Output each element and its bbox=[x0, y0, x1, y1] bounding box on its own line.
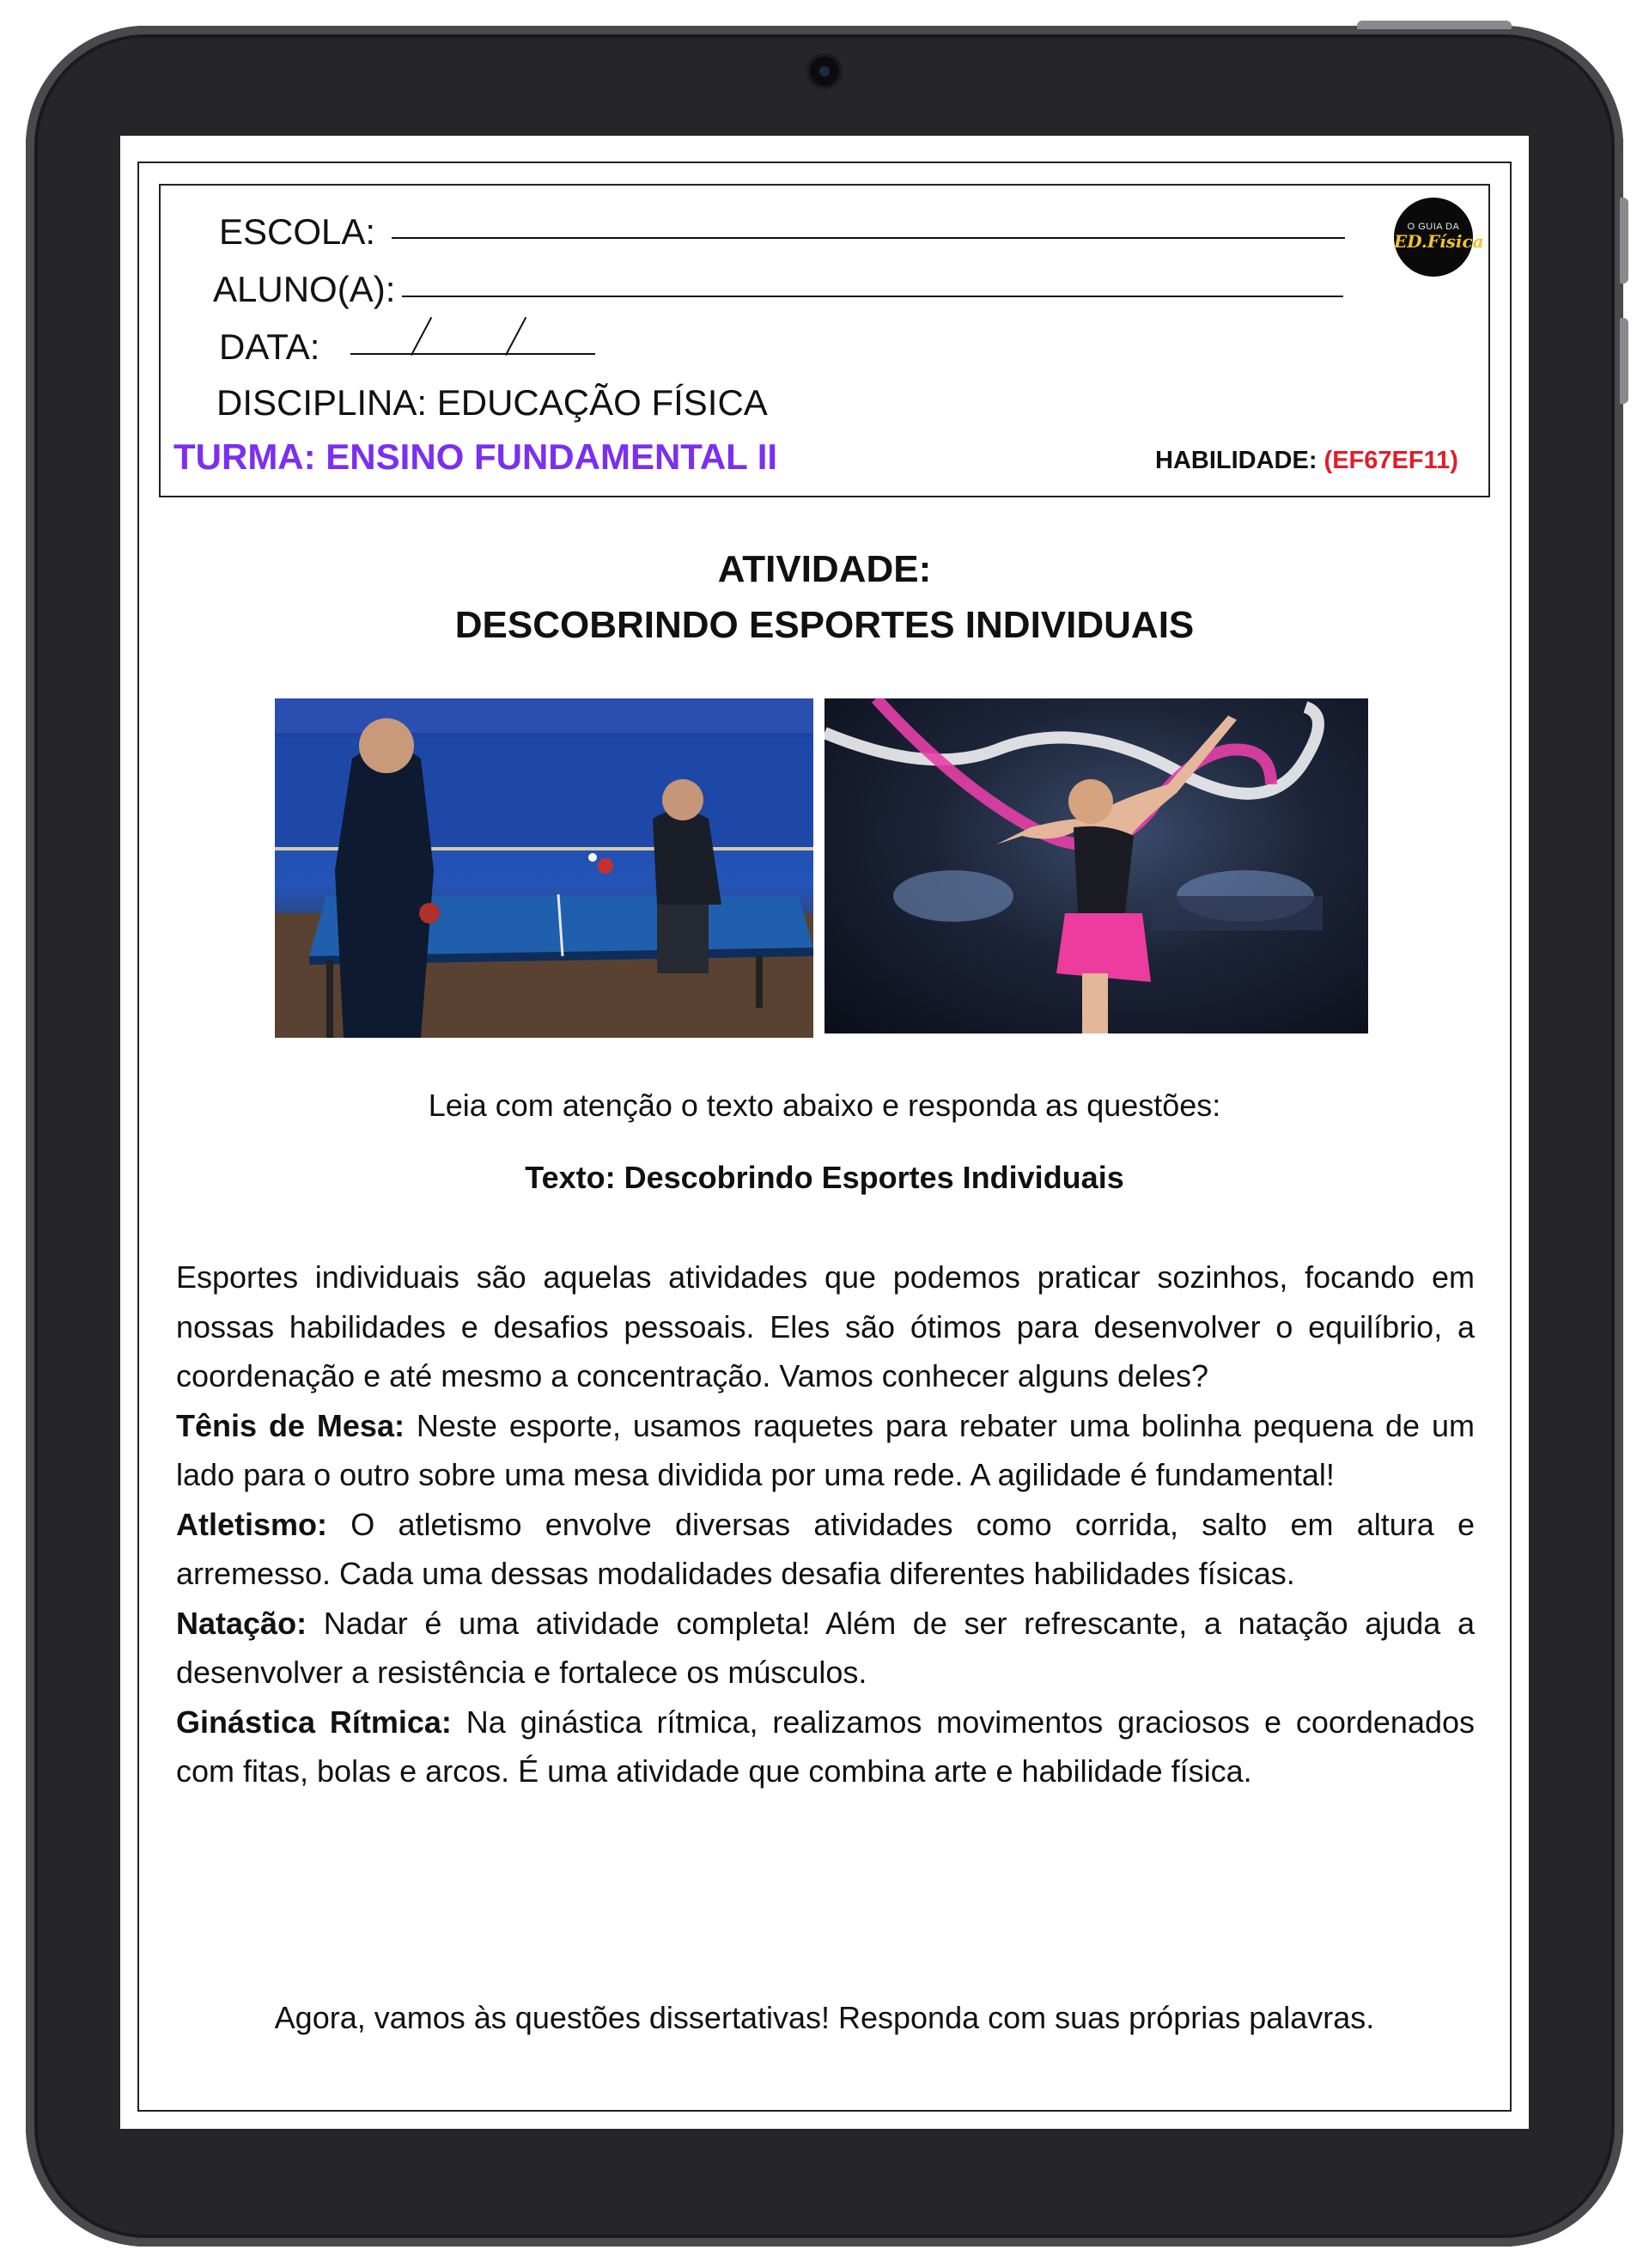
sport-item bbox=[176, 1500, 1475, 1599]
text-title: Texto: Descobrindo Esportes Individuais bbox=[525, 1160, 1124, 1195]
rhythmic-gymnastics-photo bbox=[824, 698, 1368, 1033]
intro-paragraph: Esportes individuais são aquelas atividades que podemos praticar sozinhos, focando em nossas habilidades e desafios pessoais. Eles são ótimos para desenvolver o equilíbrio, a coordenação e até mesmo a concentração. Vamos conhecer alguns deles? bbox=[176, 1259, 1475, 1393]
habilidade-label: HABILIDADE: (EF67EF11) bbox=[1155, 447, 1458, 474]
power-button bbox=[1357, 21, 1512, 29]
escola-label: ESCOLA: bbox=[219, 211, 376, 252]
front-camera bbox=[810, 57, 839, 86]
sport-name: Atletismo: bbox=[176, 1506, 328, 1542]
tablet-screen bbox=[120, 136, 1529, 2129]
sport-description: O atletismo envolve diversas atividades como corrida, salto em altura e arremesso. Cada uma dessas modalidades desafia diferentes habilidades físicas. bbox=[176, 1506, 1475, 1591]
habilidade-code: (EF67EF11) bbox=[1323, 447, 1458, 474]
sport-item bbox=[176, 1599, 1475, 1698]
escola-line[interactable] bbox=[392, 237, 1345, 239]
sport-description: Neste esporte, usamos raquetes para rebater uma bolinha pequena de um lado para o outro sobre uma mesa dividida por uma rede. A agilidade é fundamental! bbox=[176, 1407, 1475, 1492]
volume-up-button bbox=[1620, 198, 1628, 284]
aluno-line[interactable] bbox=[402, 296, 1343, 297]
data-line[interactable] bbox=[350, 353, 595, 355]
guia-ed-fisica-logo: O GUIA DA ED.Física bbox=[1394, 198, 1473, 277]
sport-item bbox=[176, 1698, 1475, 1796]
aluno-label: ALUNO(A): bbox=[213, 269, 396, 309]
sport-name: Natação: bbox=[176, 1605, 307, 1641]
closing-text: Agora, vamos às questões dissertativas! Responda com suas próprias palavras. bbox=[274, 2000, 1375, 2035]
turma-label: TURMA: ENSINO FUNDAMENTAL II bbox=[173, 436, 778, 477]
sport-name: Tênis de Mesa: bbox=[176, 1407, 405, 1443]
disciplina-label: DISCIPLINA: EDUCAÇÃO FÍSICA bbox=[216, 382, 768, 423]
volume-down-button bbox=[1620, 318, 1628, 404]
data-label: DATA: bbox=[219, 326, 320, 367]
article-body bbox=[176, 1253, 1475, 1796]
activity-title-line1: ATIVIDADE: bbox=[717, 548, 932, 590]
table-tennis-photo bbox=[275, 698, 813, 1038]
instruction-text: Leia com atenção o texto abaixo e responda as questões: bbox=[428, 1088, 1221, 1123]
sport-name: Ginástica Rítmica: bbox=[176, 1704, 452, 1740]
sport-description: Na ginástica rítmica, realizamos movimentos graciosos e coordenados com fitas, bolas e arcos. É uma atividade que combina arte e habilidade física. bbox=[176, 1704, 1476, 1789]
activity-title-line2: DESCOBRINDO ESPORTES INDIVIDUAIS bbox=[454, 604, 1195, 646]
sport-item bbox=[176, 1401, 1475, 1500]
sport-description: Nadar é uma atividade completa! Além de ser refrescante, a natação ajuda a desenvolver a resistência e fortalece os músculos. bbox=[176, 1605, 1475, 1690]
